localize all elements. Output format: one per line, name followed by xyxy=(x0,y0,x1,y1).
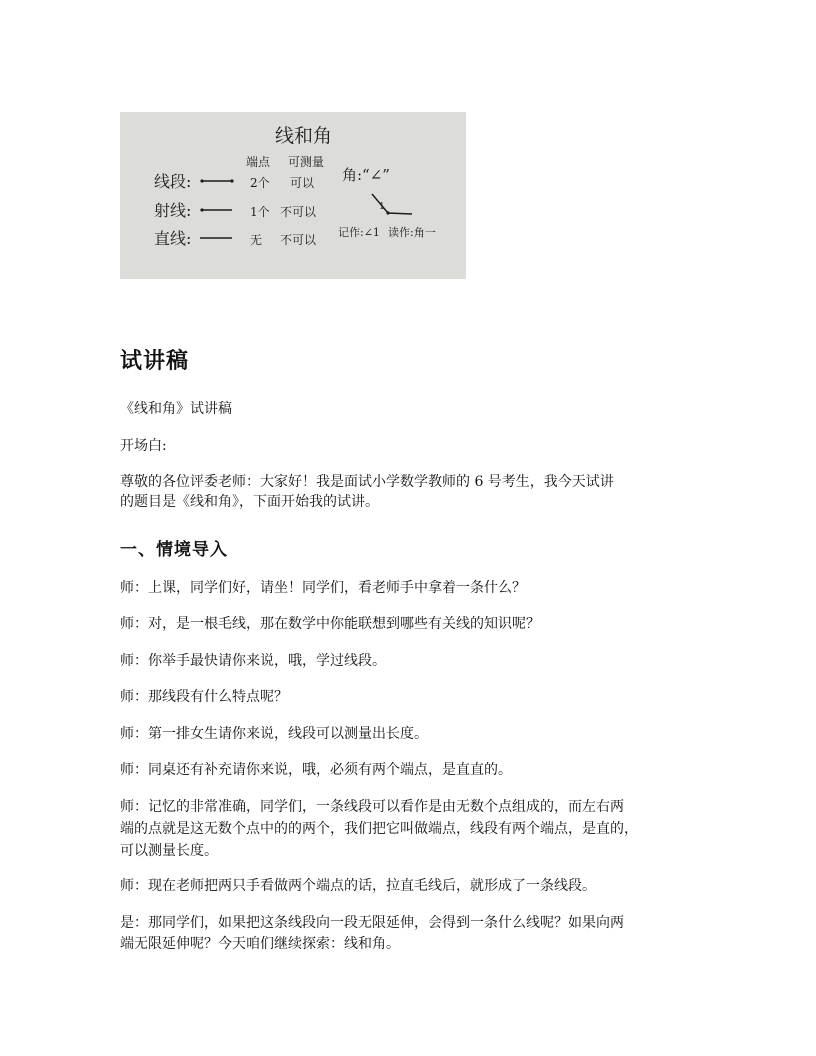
segment-endpoint-left xyxy=(200,179,203,182)
photo-row-line-measure: 不可以 xyxy=(280,233,317,247)
photo-vertex-mark: 1 xyxy=(379,202,385,212)
photo-row-segment-measure: 可以 xyxy=(290,176,315,190)
dialogue-line: 师：同桌还有补充请你来说，哦，必须有两个端点，是直直的。 xyxy=(120,762,512,778)
angle-vertex xyxy=(386,211,389,214)
photo-row-line-endpoints: 无 xyxy=(250,233,263,247)
blackboard-photo xyxy=(120,112,466,279)
photo-row-ray-endpoints: 1个 xyxy=(250,205,270,219)
dialogue-line: 师：第一排女生请你来说，线段可以测量出长度。 xyxy=(120,726,428,742)
dialogue-line: 师：那线段有什么特点呢？ xyxy=(120,689,288,705)
memory-paragraph-line-3: 可以测量长度。 xyxy=(120,843,218,859)
dialogue-line: 师：上课，同学们好，请坐！同学们，看老师手中拿着一条什么？ xyxy=(120,580,526,596)
photo-row-ray-name: 射线: xyxy=(154,201,192,220)
opening-text-line-2: 的题目是《线和角》，下面开始我的试讲。 xyxy=(120,494,379,510)
photo-angle-label: 角:“∠” xyxy=(342,166,390,184)
photo-notation-2: 读作:角一 xyxy=(388,226,436,239)
photo-col-endpoints: 端点 xyxy=(246,155,271,169)
opening-text-line-1: 尊敬的各位评委老师：大家好！我是面试小学数学教师的 6 号考生，我今天试讲 xyxy=(120,474,614,490)
photo-title: 线和角 xyxy=(275,125,333,147)
photo-row-segment-endpoints: 2个 xyxy=(250,176,270,190)
yarn-paragraph: 师：现在老师把两只手看做两个端点的话，拉直毛线后，就形成了一条线段。 xyxy=(120,878,596,894)
opening-label: 开场白: xyxy=(120,438,167,454)
photo-row-ray-measure: 不可以 xyxy=(280,205,317,219)
question-paragraph-line-1: 是：那同学们，如果把这条线段向一段无限延伸，会得到一条什么线呢？如果向两 xyxy=(120,915,624,931)
photo-notation-1: 记作:∠1 xyxy=(338,226,380,239)
dialogue-line: 师：对，是一根毛线，那在数学中你能联想到哪些有关线的知识呢？ xyxy=(120,616,540,632)
memory-paragraph-line-1: 师：记忆的非常准确，同学们，一条线段可以看作是由无数个点组成的，而左右两 xyxy=(120,799,624,815)
page-title: 试讲稿 xyxy=(120,349,190,374)
photo-col-measure: 可测量 xyxy=(288,155,325,169)
segment-endpoint-right xyxy=(230,179,233,182)
lesson-subtitle: 《线和角》试讲稿 xyxy=(120,401,232,417)
ray-endpoint xyxy=(200,208,203,211)
dialogue-line: 师：你举手最快请你来说，哦，学过线段。 xyxy=(120,653,386,669)
photo-row-line-name: 直线: xyxy=(154,229,192,248)
question-paragraph-line-2: 端无限延伸呢？今天咱们继续探索：线和角。 xyxy=(120,936,400,952)
memory-paragraph-line-2: 端的点就是这无数个点中的的两个，我们把它叫做端点，线段有两个端点，是直的， xyxy=(120,821,638,837)
photo-row-segment-name: 线段: xyxy=(154,172,192,191)
section-heading: 一、情境导入 xyxy=(120,540,228,560)
